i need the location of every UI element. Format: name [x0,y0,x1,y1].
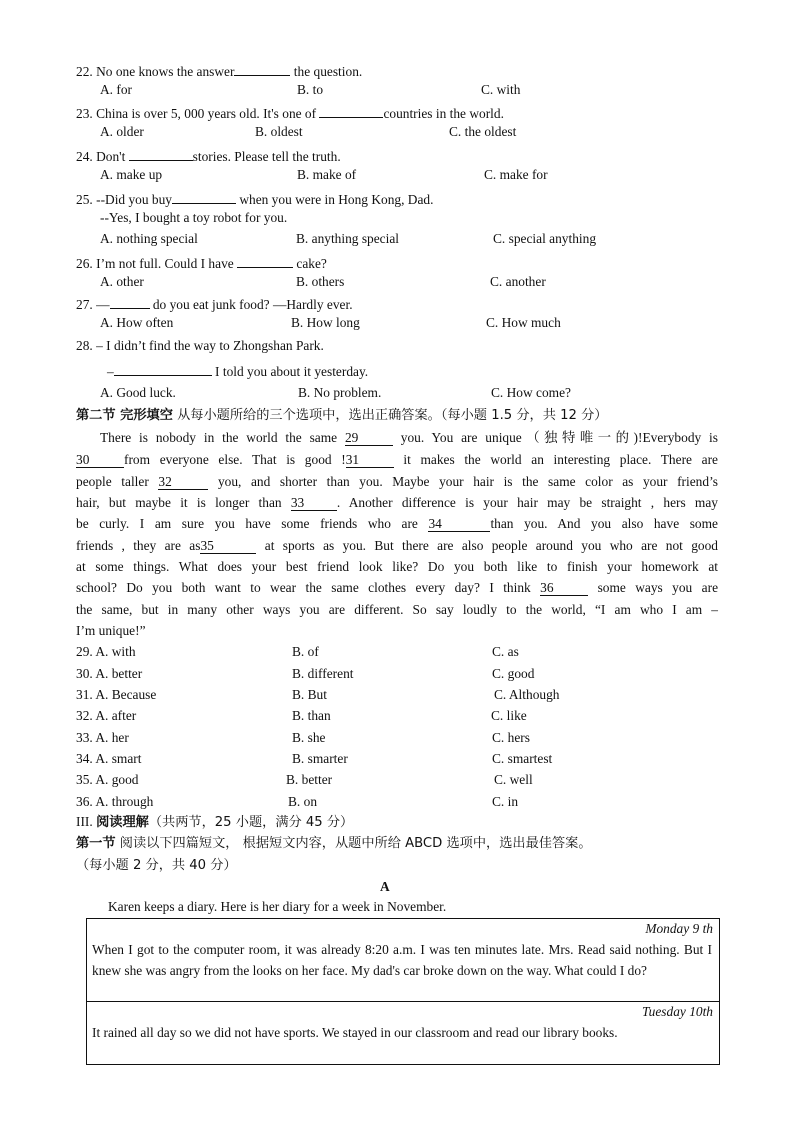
option: B. different [292,666,354,681]
option: C. Although [494,687,560,702]
cloze-line [76,474,718,490]
cloze-last-line: I’m unique!” [76,623,146,638]
question-text: I told you about it yesterday. [211,364,369,379]
option: A. How often [100,315,174,330]
cloze-line [76,538,718,554]
option: B. on [288,794,318,809]
diary-text: When I got to the computer room, it was already 8:20 a.m. I was ten minutes late. Mrs. Read said nothing. But I knew she was angry from the looks on her face. My dad's car broke down on the way. What could I do? [92,942,712,978]
cloze-option-row [76,644,136,660]
reading-section-rest: 阅读以下四篇短文， 根据短文内容，从题中所给 ABCD 选项中，选出最佳答案。 [115,836,592,851]
cloze-option-row [76,730,129,746]
cloze-line [76,580,718,596]
option: B. How long [291,315,360,330]
option: C. another [490,274,546,289]
cloze-heading [76,407,607,424]
question-text: China is over 5, 000 years old. It's one of [96,106,320,121]
cloze-text: hair, but maybe it is longer than [76,495,291,510]
question-stem [76,338,324,354]
option: A. smart [95,751,142,766]
reading-part-rest: （共两节，25 小题，满分 45 分） [148,815,354,830]
question-text: cake? [293,256,327,271]
cloze-option-row [76,708,136,724]
option-number: 35. [76,772,93,787]
cloze-line [76,516,718,532]
option-number: 33. [76,730,93,745]
option: A. after [95,708,137,723]
cloze-text: be curly. I am sure you have some friends who are [76,516,429,531]
cloze-text: school? Do you both want to wear the same clothes every day? I think [76,580,541,595]
cloze-option-row [76,751,141,767]
option: C. How much [486,315,561,330]
cloze-text: friends , they are as [76,538,201,553]
passage-label: A [380,879,390,894]
option: A. better [95,666,143,681]
cloze-text: you, and shorter than you. Maybe your hair is the same color as your friend’s [208,474,718,489]
question-stem [76,253,327,272]
question-text: I’m not full. Could I have [96,256,238,271]
cloze-blank: 33 [291,496,337,511]
option: C. in [492,794,519,809]
question-text: No one knows the answer [96,64,235,79]
cloze-blank: 31 [346,453,394,468]
option: C. smartest [492,751,553,766]
passage-intro: Karen keeps a diary. Here is her diary for a week in November. [108,899,447,914]
answer-blank [110,294,150,309]
dash: – [107,364,114,379]
cloze-option-row [76,666,142,682]
option: A. nothing special [100,231,198,246]
cloze-blank: 30 [76,453,124,468]
option: A. other [100,274,144,289]
reading-part-heading [76,814,353,831]
option: C. How come? [491,385,571,400]
option: A. with [95,644,136,659]
option: C. as [492,644,519,659]
question-number: 25. [76,192,93,207]
reading-part-title: 阅读理解 [96,815,149,830]
diary-entry [87,1002,719,1064]
option: A. Because [95,687,157,702]
question-number: 27. [76,297,93,312]
option: A. make up [100,167,163,182]
cloze-line [76,452,718,468]
cloze-line [76,559,718,575]
option: A. Good luck. [100,385,176,400]
reading-section-bold: 第一节 [76,836,116,851]
option: B. No problem. [298,385,382,400]
cloze-line [76,602,718,618]
option: B. make of [297,167,357,182]
question-number: 22. [76,64,93,79]
reading-part-label: III. [76,814,93,829]
cloze-text: There is nobody in the world the same [100,430,345,445]
option: A. older [100,124,144,139]
option-number: 32. [76,708,93,723]
option: B. anything special [296,231,400,246]
answer-blank [319,103,383,118]
question-text: Don't [96,149,129,164]
question-number: 26. [76,256,93,271]
answer-blank [234,61,290,76]
option-number: 29. [76,644,93,659]
cloze-text: you. You are unique（独特唯一的)!Everybody is [392,430,718,445]
diary-box [86,918,720,1065]
question-text: do you eat junk food? —Hardly ever. [149,297,353,312]
question-text: countries in the world. [383,106,504,121]
answer-blank [114,361,212,376]
cloze-option-row [76,794,153,810]
question-number: 28. [76,338,93,353]
cloze-text: from everyone else. That is good ! [124,452,346,467]
option: C. well [494,772,533,787]
cloze-blank: 34 [428,517,490,532]
option: C. special anything [493,231,597,246]
question-text: the question. [290,64,363,79]
question-stem [76,61,362,80]
reading-section-note-text: （每小题 2 分，共 40 分） [76,858,237,873]
reading-section-heading [76,835,592,852]
question-number: 23. [76,106,93,121]
cloze-blank: 35 [200,539,256,554]
answer-blank [129,146,193,161]
cloze-option-row [76,687,156,703]
option: A. for [100,82,132,97]
option: C. like [491,708,527,723]
cloze-blank: 32 [158,475,208,490]
option: B. she [292,730,326,745]
option-number: 30. [76,666,93,681]
cloze-text: it makes the world an interesting place. There are [393,452,718,467]
option: C. the oldest [449,124,517,139]
question-text: stories. Please tell the truth. [192,149,341,164]
question-line: --Yes, I bought a toy robot for you. [100,210,288,225]
option: A. her [95,730,129,745]
question-text: --Did you buy [96,192,172,207]
cloze-line [100,430,718,446]
option: B. better [286,772,333,787]
diary-date: Tuesday 10th [641,1004,713,1019]
question-text: when you were in Hong Kong, Dad. [235,192,434,207]
cloze-blank: 36 [540,581,588,596]
question-text: – I didn’t find the way to Zhongshan Park. [96,338,324,353]
cloze-text: the same, but in many other ways you are different. So say loudly to the world, “I am who I am – [76,602,718,617]
option: B. But [292,687,327,702]
cloze-heading-bold: 第二节 完形填空 [76,408,173,423]
cloze-text: people taller [76,474,159,489]
answer-blank [237,253,293,268]
diary-text: It rained all day so we did not have sports. We stayed in our classroom and read our library books. [92,1025,618,1040]
question-line [107,361,368,380]
reading-section-note [76,857,237,874]
cloze-text: at some things. What does your best friend look like? Do you both like to finish your homework at [76,559,718,574]
cloze-text: some ways you are [588,580,719,595]
option: B. of [292,644,319,659]
question-number: 24. [76,149,93,164]
option: C. good [492,666,535,681]
option: C. make for [484,167,548,182]
option: A. through [95,794,154,809]
cloze-blank: 29 [345,431,393,446]
option: B. smarter [292,751,348,766]
option: B. others [296,274,345,289]
option: A. good [95,772,139,787]
option: C. with [481,82,521,97]
diary-entry [87,919,719,1002]
cloze-option-row [76,772,139,788]
question-stem [76,294,353,313]
cloze-text: than you. And you also have some [490,516,718,531]
option-number: 31. [76,687,93,702]
question-stem [76,189,433,208]
option: C. hers [492,730,530,745]
option: B. than [292,708,331,723]
question-stem [76,103,504,122]
cloze-heading-rest: 从每小题所给的三个选项中，选出正确答案。（每小题 1.5 分，共 12 分） [172,408,608,423]
answer-blank [172,189,236,204]
diary-date: Monday 9 th [645,921,713,936]
question-text: — [96,297,110,312]
option-number: 36. [76,794,93,809]
question-stem [76,146,341,165]
option: B. oldest [255,124,303,139]
option: B. to [297,82,324,97]
cloze-line [76,495,718,511]
cloze-text: . Another difference is your hair may be straight , hers may [336,495,718,510]
cloze-text: at sports as you. But there are also people around you who are not good [256,538,718,553]
option-number: 34. [76,751,93,766]
